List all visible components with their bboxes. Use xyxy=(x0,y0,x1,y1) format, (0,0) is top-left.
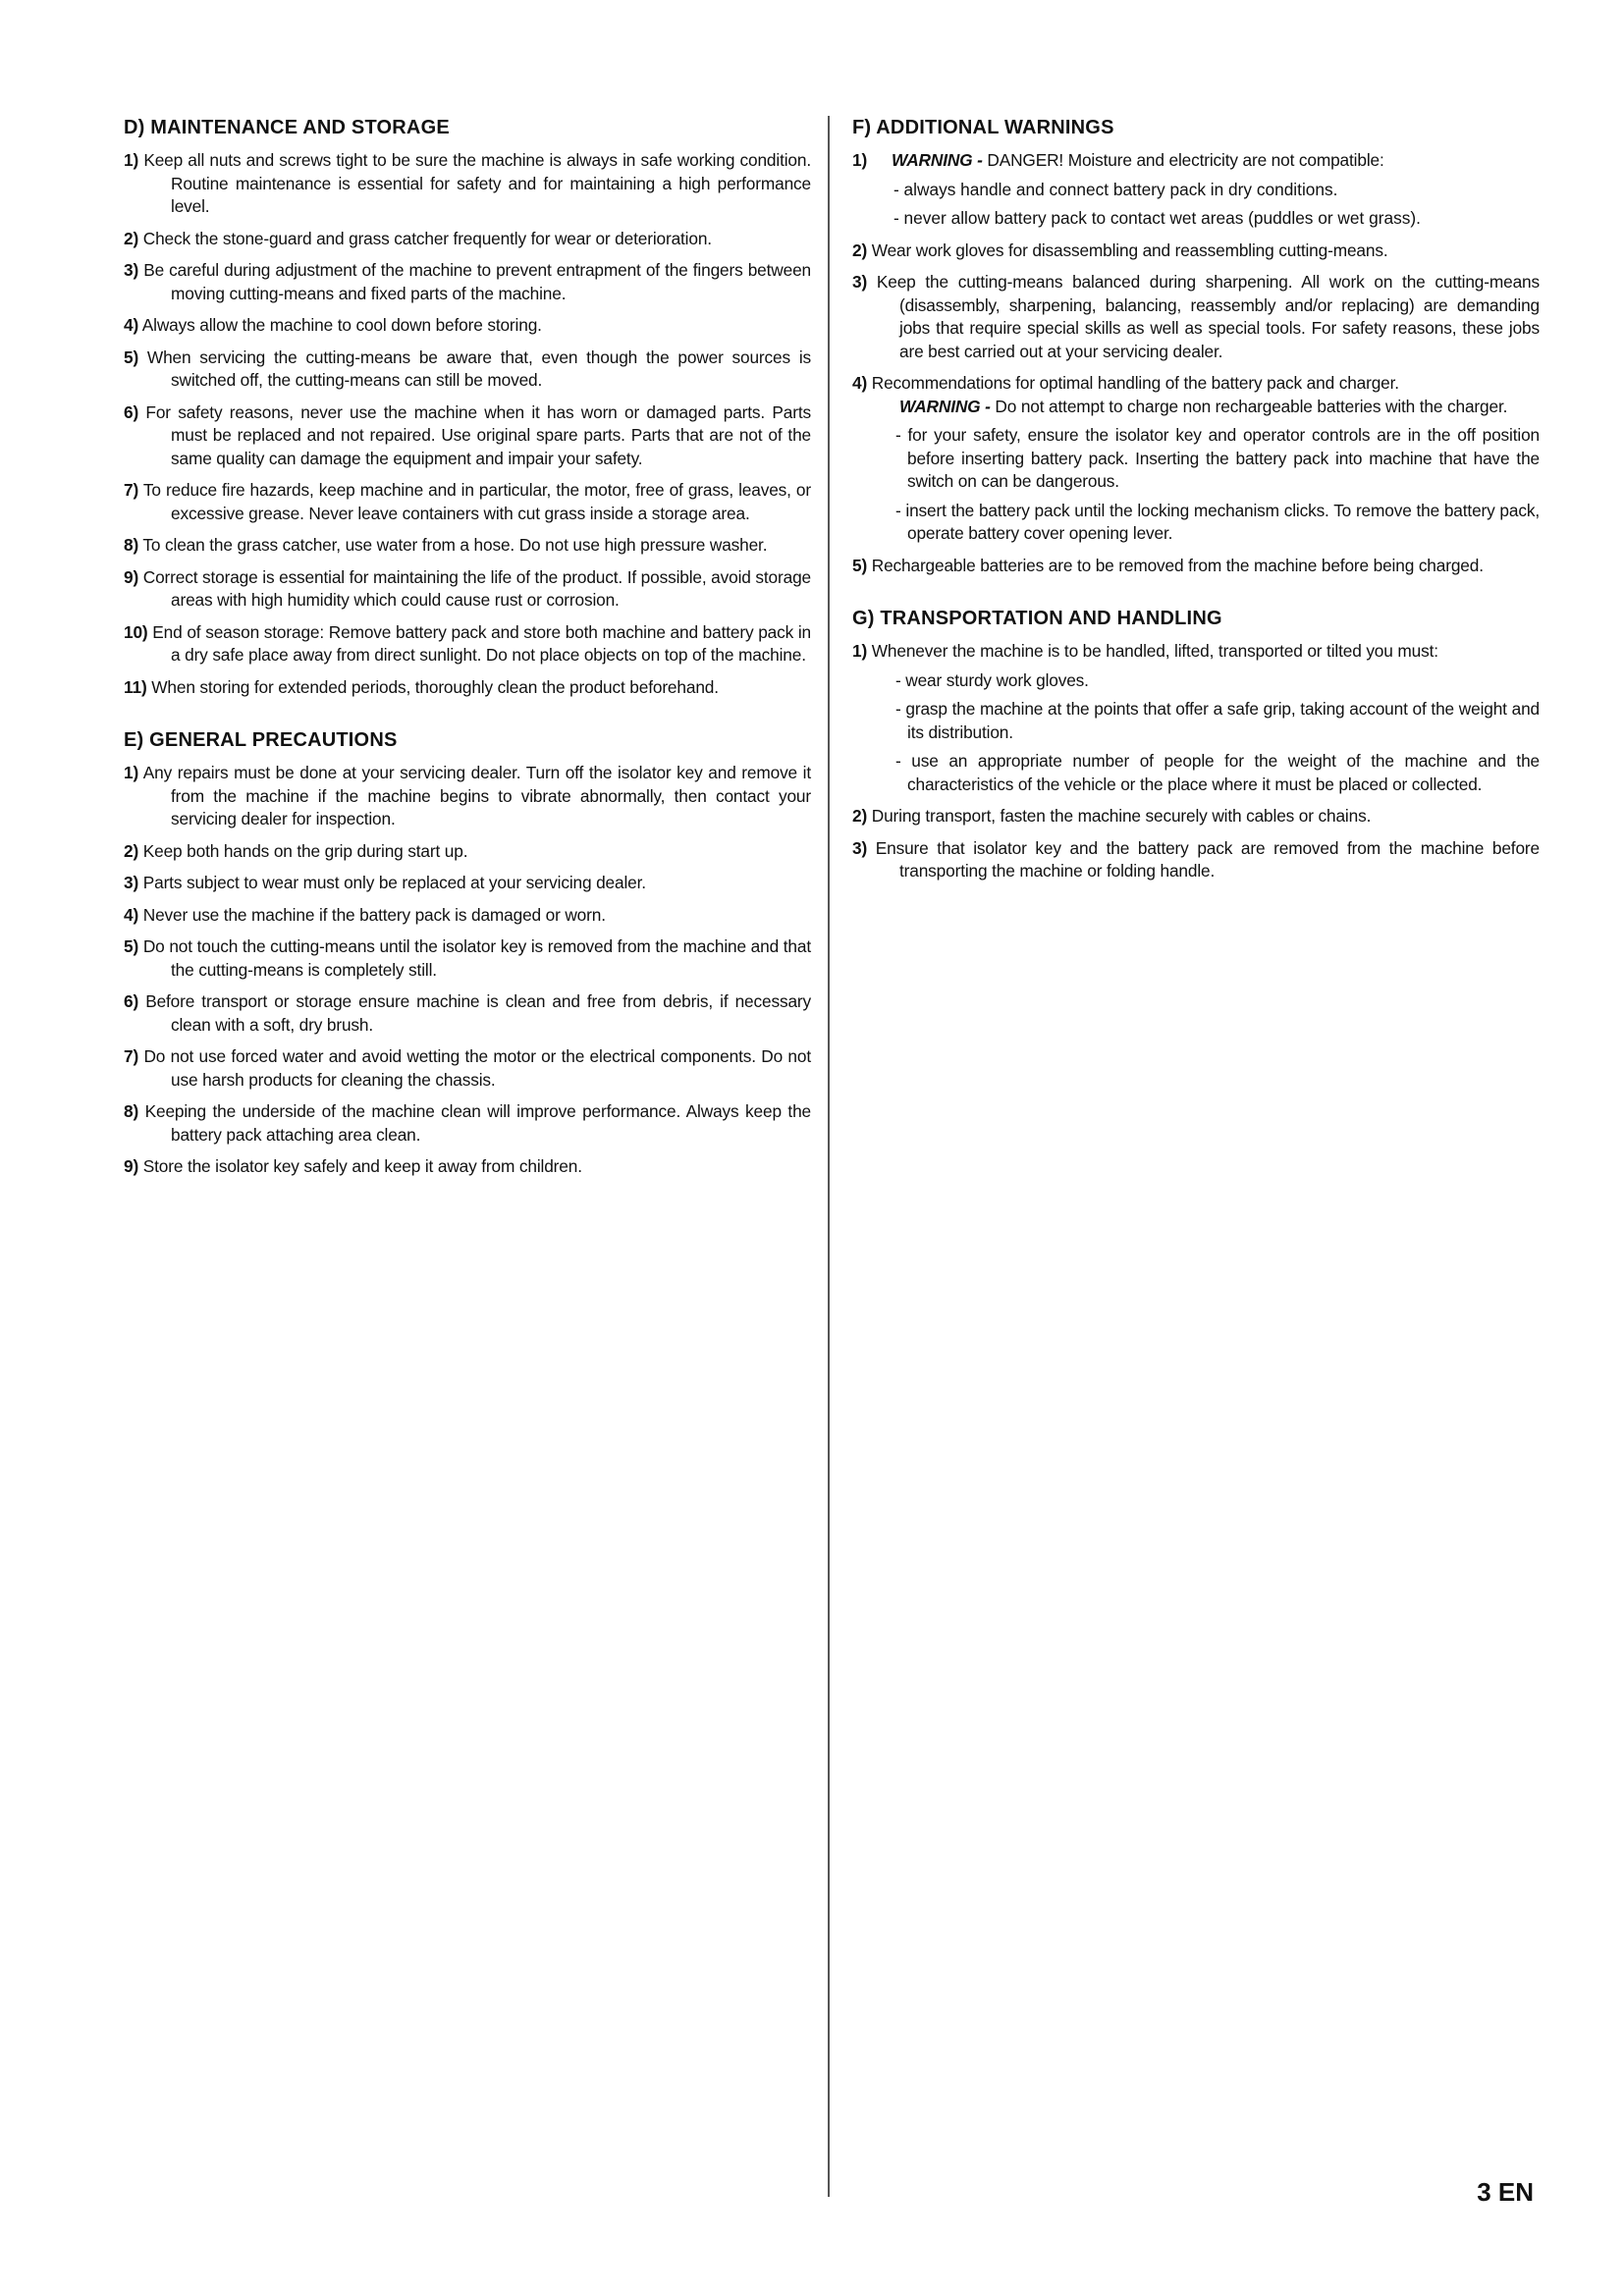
right-column xyxy=(852,116,1540,892)
bullet-item: - insert the battery pack until the locking mechanism clicks. To remove the battery pack, operate battery cover opening lever. xyxy=(895,500,1540,543)
list-item: 10) End of season storage: Remove battery pack and store both machine and battery pack in a dry safe place away from direct sunlight. Do not place objects on top of the machine. xyxy=(124,621,811,665)
page-number: 3 EN xyxy=(1477,2177,1534,2207)
section-title: G) TRANSPORTATION AND HANDLING xyxy=(852,608,1222,629)
list-item: 1) Keep all nuts and screws tight to be sure the machine is always in safe working condition. Routine maintenance is essential for safety and for maintaining a high performance level. xyxy=(124,150,811,216)
list-item: 7) To reduce fire hazards, keep machine and in particular, the motor, free of grass, leaves, or excessive grease. Never leave containers with cut grass inside a storage area. xyxy=(124,480,811,523)
section-additional-warnings xyxy=(852,116,1540,577)
bullet-item: - use an appropriate number of people for the weight of the machine and the characteristics of the vehicle or the place where it must be placed or collected. xyxy=(895,751,1540,794)
bullet-item: - grasp the machine at the points that offer a safe grip, taking account of the weight and its distribution. xyxy=(895,699,1540,742)
list-item: 6) Before transport or storage ensure machine is clean and free from debris, if necessary clean with a soft, dry brush. xyxy=(124,991,811,1035)
list-item: 2) Check the stone-guard and grass catcher frequently for wear or deterioration. xyxy=(124,228,712,248)
list-item: 8) To clean the grass catcher, use water from a hose. Do not use high pressure washer. xyxy=(124,535,768,555)
list-item: 4) Always allow the machine to cool down before storing. xyxy=(124,315,542,335)
list-item: 7) Do not use forced water and avoid wetting the motor or the electrical components. Do not use harsh products for cleaning the chassis. xyxy=(124,1046,811,1090)
section-title: E) GENERAL PRECAUTIONS xyxy=(124,729,398,751)
list-item: 8) Keeping the underside of the machine clean will improve performance. Always keep the battery pack attaching area clean. xyxy=(124,1101,811,1145)
list-item: 4) Never use the machine if the battery pack is damaged or worn. xyxy=(124,904,606,925)
list-item: 9) Correct storage is essential for maintaining the life of the product. If possible, avoid storage areas with high humidity which could cause rust or corrosion. xyxy=(124,566,811,610)
list-item: 3) Be careful during adjustment of the machine to prevent entrapment of the fingers between moving cutting-means and fixed parts of the machine. xyxy=(124,260,811,303)
list-item: 2) During transport, fasten the machine securely with cables or chains. xyxy=(852,806,1372,826)
warning-label: WARNING - xyxy=(892,150,983,170)
warning-label: WARNING - xyxy=(899,396,991,416)
bullet-item: - wear sturdy work gloves. xyxy=(895,669,1089,690)
section-title: F) ADDITIONAL WARNINGS xyxy=(852,117,1114,138)
section-title: D) MAINTENANCE AND STORAGE xyxy=(124,117,450,138)
column-divider xyxy=(828,116,830,2197)
list-item: 9) Store the isolator key safely and keep it away from children. xyxy=(124,1156,582,1176)
list-item: 3) Parts subject to wear must only be replaced at your servicing dealer. xyxy=(124,873,646,892)
list-item: 2) Keep both hands on the grip during start up. xyxy=(124,840,468,861)
list-item: 3) Ensure that isolator key and the battery pack are removed from the machine before transporting the machine or folding handle. xyxy=(852,837,1540,881)
section-transportation-handling xyxy=(852,607,1540,883)
list-item: 1) WARNING - DANGER! Moisture and electricity are not compatible: xyxy=(852,150,1384,170)
list-item: 11) When storing for extended periods, thoroughly clean the product beforehand. xyxy=(124,676,719,697)
list-item: 5) Rechargeable batteries are to be removed from the machine before being charged. xyxy=(852,555,1484,575)
list-item: 4) Recommendations for optimal handling of the battery pack and charger. WARNING - Do not attempt to charge non rechargeable batteries with the charger. xyxy=(852,373,1508,416)
section-general-precautions xyxy=(124,728,811,1179)
list-item: 5) Do not touch the cutting-means until the isolator key is removed from the machine and that the cutting-means is completely still. xyxy=(124,936,812,980)
list-item: 1) Any repairs must be done at your servicing dealer. Turn off the isolator key and remove it from the machine if the machine begins to vibrate abnormally, then contact your servicing dealer for inspection. xyxy=(124,763,812,828)
list-item: 1) Whenever the machine is to be handled, lifted, transported or tilted you must: xyxy=(852,641,1438,661)
bullet-item: - for your safety, ensure the isolator key and operator controls are in the off position before inserting battery pack. Inserting the battery pack into machine that have the switch on can be dangerous. xyxy=(895,425,1540,491)
list-item: 2) Wear work gloves for disassembling and reassembling cutting-means. xyxy=(852,240,1388,260)
section-maintenance-storage xyxy=(124,116,811,699)
bullet-item: - never allow battery pack to contact wet areas (puddles or wet grass). xyxy=(893,208,1421,228)
bullet-item: - always handle and connect battery pack in dry conditions. xyxy=(893,179,1338,199)
left-column xyxy=(124,116,811,1188)
list-item: 6) For safety reasons, never use the machine when it has worn or damaged parts. Parts must be replaced and not repaired. Use original spare parts. Parts that are not of the same quality can damage the equipment and impair your safety. xyxy=(124,401,811,468)
list-item: 5) When servicing the cutting-means be aware that, even though the power sources is switched off, the cutting-means can still be moved. xyxy=(124,347,811,390)
list-item: 3) Keep the cutting-means balanced during sharpening. All work on the cutting-means (disassembly, sharpening, balancing, reassembly and/or replacing) are demanding jobs that require special skills as well as special tools. For safety reasons, these jobs are best carried out at your servicing dealer. xyxy=(852,272,1540,361)
